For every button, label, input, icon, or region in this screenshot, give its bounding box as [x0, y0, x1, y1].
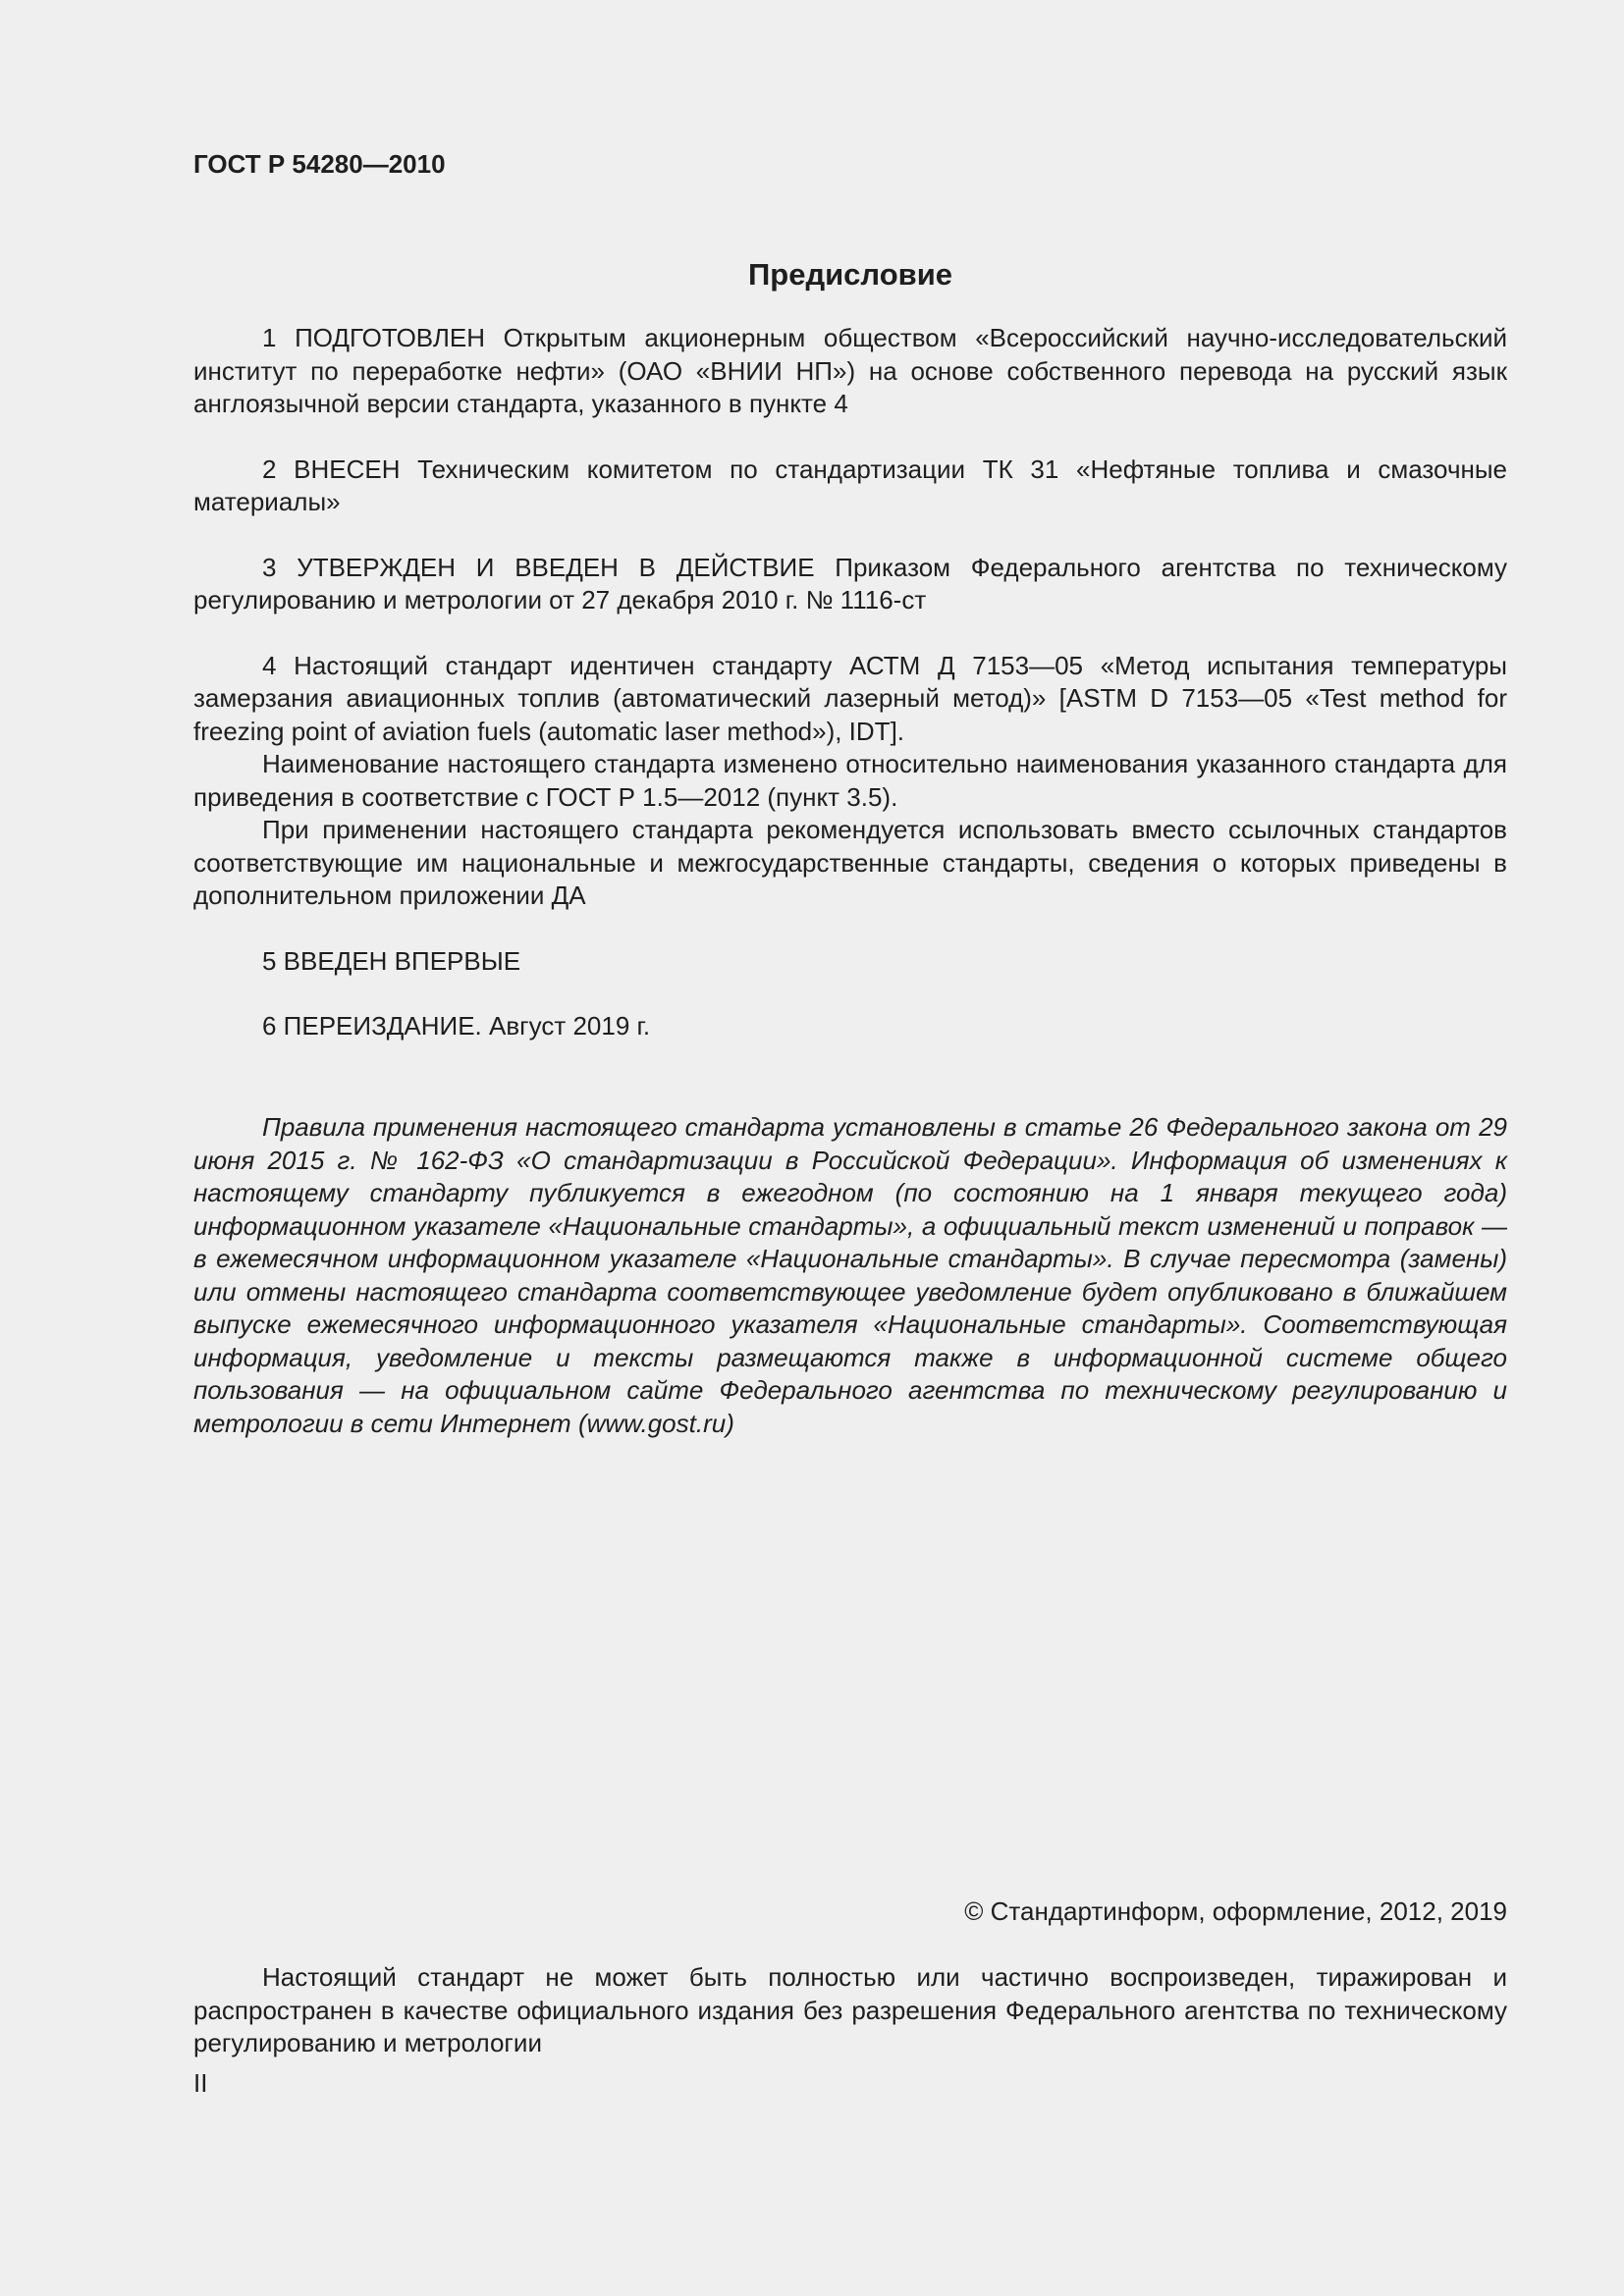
section-4-paragraph-2: Наименование настоящего стандарта изменено относительно наименования указанного стандарта для приведения в соответствие с ГОСТ Р 1.5—2012 (пункт 3.5).	[193, 749, 1507, 812]
section-3: 3 УТВЕРЖДЕН И ВВЕДЕН В ДЕЙСТВИЕ Приказом Федерального агентства по техническому регулированию и метрологии от 27 декабря 2010 г. № 1116-ст	[193, 552, 1507, 614]
page-title: Предисловие	[747, 257, 952, 292]
section-2: 2 ВНЕСЕН Техническим комитетом по стандартизации ТК 31 «Нефтяные топлива и смазочные материалы»	[193, 454, 1507, 516]
reproduction-notice-block	[193, 1961, 1507, 2060]
section-6: 6 ПЕРЕИЗДАНИЕ. Август 2019 г.	[262, 1011, 651, 1041]
page-number: II	[193, 2068, 208, 2098]
legal-notice: Правила применения настоящего стандарта установлены в статье 26 Федерального закона от 29 июня 2015 г. № 162-ФЗ «О стандартизации в Российской Федерации». Информация об изменениях к настоящему стандарту публикуется в ежегодном (по состоянию на 1 января текущего года) информационном указателе «Национальные стандарты», а официальный текст изменений и поправок — в ежемесячном информационном указателе «Национальные стандарты». В случае пересмотра (замены) или отмены настоящего стандарта соответствующее уведомление будет опубликовано в ближайшем выпуске ежемесячного информационного указателя «Национальные стандарты». Соответствующая информация, уведомление и тексты размещаются также в информационной системе общего пользования — на официальном сайте Федерального агентства по техническому регулированию и метрологии в сети Интернет (www.gost.ru)	[193, 1112, 1507, 1438]
document-page	[193, 147, 1507, 2098]
section-4-paragraph-1: 4 Настоящий стандарт идентичен стандарту АСТМ Д 7153—05 «Метод испытания температуры замерзания авиационных топлив (автоматический лазерный метод)» [ASTM D 7153—05 «Test method for freezing point of aviation fuels (automatic laser method»), IDT].	[193, 650, 1507, 746]
copyright-line: © Стандартинформ, оформление, 2012, 2019	[964, 1896, 1507, 1926]
section-4-paragraph-3: При применении настоящего стандарта рекомендуется использовать вместо ссылочных стандартов соответствующие им национальные и межгосударственные стандарты, сведения о которых приведены в дополнительном приложении ДА	[193, 815, 1507, 910]
document-code: ГОСТ Р 54280—2010	[193, 149, 446, 179]
legal-notice-block	[193, 1111, 1507, 1440]
section-5: 5 ВВЕДЕН ВПЕРВЫЕ	[262, 945, 521, 976]
reproduction-notice: Настоящий стандарт не может быть полностью или частично воспроизведен, тиражирован и распространен в качестве официального издания без разрешения Федерального агентства по техническому регулированию и метрологии	[193, 1962, 1507, 2057]
section-1: 1 ПОДГОТОВЛЕН Открытым акционерным обществом «Всероссийский научно-исследовательский институт по переработке нефти» (ОАО «ВНИИ НП») на основе собственного перевода на русский язык англоязычной версии стандарта, указанного в пункте 4	[193, 323, 1507, 418]
